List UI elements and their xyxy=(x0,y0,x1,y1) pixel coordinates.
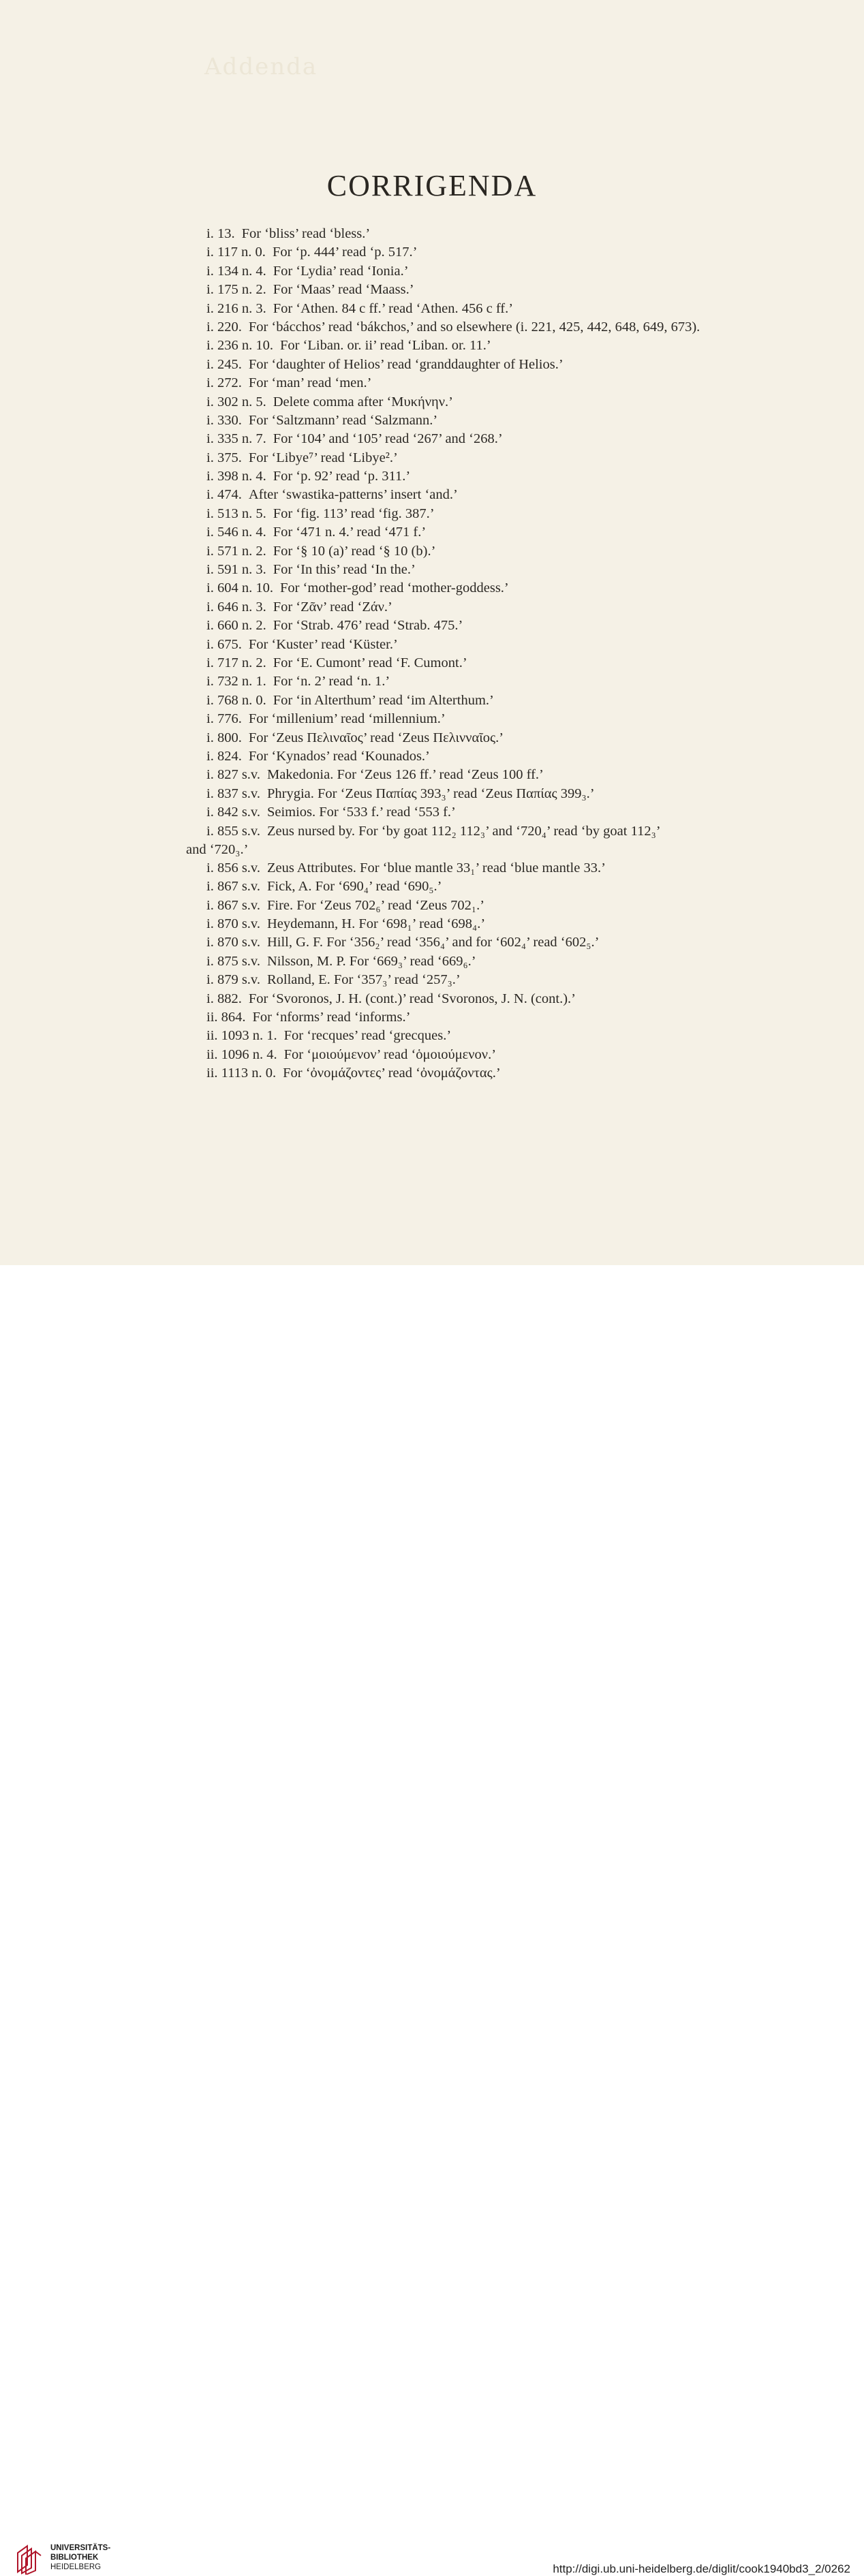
entry-correction: For ‘In this’ read ‘In the.’ xyxy=(273,562,416,578)
entry-reference: i. 870 s.v. xyxy=(206,935,260,950)
corrigendum-entry xyxy=(206,990,820,1008)
entry-reference: i. 236 n. 10. xyxy=(206,338,273,354)
library-name xyxy=(50,2543,110,2572)
corrigendum-entry xyxy=(186,822,820,859)
corrigendum-entry xyxy=(206,523,820,542)
corrigendum-entry xyxy=(206,1064,820,1083)
corrigendum-entry xyxy=(206,393,820,412)
entry-correction: For ‘fig. 113’ read ‘fig. 387.’ xyxy=(273,506,435,521)
entry-correction: For ‘Kuster’ read ‘Küster.’ xyxy=(248,636,398,652)
entry-reference: i. 474. xyxy=(206,487,242,503)
entry-correction: For ‘man’ read ‘men.’ xyxy=(248,375,372,391)
entry-correction: For ‘nforms’ read ‘informs.’ xyxy=(252,1010,411,1025)
entry-correction: Rolland, E. For ‘357₃’ read ‘257₃.’ xyxy=(266,972,461,988)
library-name-line: BIBLIOTHEK xyxy=(50,2554,99,2562)
entry-reference: i. 882. xyxy=(206,991,242,1006)
library-logo-icon xyxy=(15,2543,42,2575)
entry-correction: For ‘Maas’ read ‘Maass.’ xyxy=(273,282,414,298)
entry-reference: i. 842 s.v. xyxy=(206,805,260,820)
corrigendum-entry xyxy=(206,542,820,561)
entry-reference: i. 732 n. 1. xyxy=(206,674,266,689)
entry-reference: i. 800. xyxy=(206,730,242,745)
entry-correction: Zeus nursed by. For ‘by goat 112₂ 112₃’ and ‘720₄’ read ‘by goat 112₃’ xyxy=(266,823,661,839)
entry-reference: ii. 1093 n. 1. xyxy=(206,1028,277,1044)
corrigendum-entry xyxy=(206,505,820,523)
corrigendum-entry xyxy=(206,710,820,728)
corrigendum-entry xyxy=(206,486,820,504)
corrigendum-entry xyxy=(206,337,820,355)
entry-reference: i. 768 n. 0. xyxy=(206,692,266,708)
entry-reference: i. 870 s.v. xyxy=(206,916,260,932)
entry-reference: i. 220. xyxy=(206,319,242,335)
entry-reference: i. 216 n. 3. xyxy=(206,300,266,316)
entry-correction: Heydemann, H. For ‘698₁’ read ‘698₄.’ xyxy=(266,916,486,932)
entry-reference: i. 591 n. 3. xyxy=(206,562,266,578)
corrigendum-entry xyxy=(206,243,820,262)
corrigendum-entry xyxy=(206,672,820,691)
entry-reference: i. 13. xyxy=(206,226,235,241)
entry-correction: For ‘471 n. 4.’ read ‘471 f.’ xyxy=(273,525,427,540)
corrigendum-entry xyxy=(206,952,820,971)
entry-correction: Seimios. For ‘533 f.’ read ‘553 f.’ xyxy=(266,805,456,820)
source-url[interactable]: http://digi.ub.uni-heidelberg.de/diglit/cook1940bd3_2/0262 xyxy=(553,2562,850,2575)
entry-reference: ii. 1096 n. 4. xyxy=(206,1046,277,1062)
entry-correction: For ‘millenium’ read ‘millennium.’ xyxy=(248,711,446,727)
entry-correction: Hill, G. F. For ‘356₂’ read ‘356₄’ and for ‘602₄’ read ‘602₅.’ xyxy=(266,935,600,950)
entry-correction: For ‘Strab. 476’ read ‘Strab. 475.’ xyxy=(273,618,463,634)
entry-reference: ii. 864. xyxy=(206,1010,246,1025)
entry-correction: For ‘daughter of Helios’ read ‘granddaughter of Helios.’ xyxy=(248,356,564,372)
corrigendum-entry xyxy=(206,1008,820,1027)
entry-correction: For ‘Athen. 84 c ff.’ read ‘Athen. 456 c ff.’ xyxy=(273,300,514,316)
corrigendum-entry xyxy=(206,766,820,784)
entry-reference: i. 646 n. 3. xyxy=(206,599,266,615)
entry-reference: i. 824. xyxy=(206,748,242,764)
entry-correction: After ‘swastika-patterns’ insert ‘and.’ xyxy=(248,487,458,503)
entry-correction: Fick, A. For ‘690₄’ read ‘690₅.’ xyxy=(266,879,442,895)
entry-reference: i. 398 n. 4. xyxy=(206,469,266,484)
entry-correction: For ‘§ 10 (a)’ read ‘§ 10 (b).’ xyxy=(273,543,436,559)
entry-reference: i. 856 s.v. xyxy=(206,860,260,875)
entry-correction: For ‘in Alterthum’ read ‘im Alterthum.’ xyxy=(273,692,494,708)
corrigendum-entry xyxy=(206,878,820,896)
entry-reference: i. 375. xyxy=(206,450,242,465)
entry-correction: For ‘Lydia’ read ‘Ionia.’ xyxy=(273,263,409,279)
corrigendum-entry xyxy=(206,803,820,822)
entry-correction: For ‘Kynados’ read ‘Kounados.’ xyxy=(248,748,430,764)
entry-reference: ii. 1113 n. 0. xyxy=(206,1066,277,1081)
entry-reference: i. 717 n. 2. xyxy=(206,655,266,670)
entry-reference: i. 134 n. 4. xyxy=(206,263,266,279)
bleed-through-text: Addenda xyxy=(204,53,318,80)
entry-reference: i. 330. xyxy=(206,412,242,428)
corrigendum-entry xyxy=(206,356,820,374)
corrigendum-entry xyxy=(206,225,820,243)
entry-reference: i. 879 s.v. xyxy=(206,972,260,988)
corrigendum-entry xyxy=(206,561,820,579)
entry-reference: i. 837 s.v. xyxy=(206,786,260,801)
library-name-line: HEIDELBERG xyxy=(50,2563,102,2571)
corrigendum-entry xyxy=(206,579,820,598)
corrigendum-entry xyxy=(206,915,820,933)
entry-correction: Makedonia. For ‘Zeus 126 ff.’ read ‘Zeus 100 ff.’ xyxy=(266,767,544,783)
corrigendum-entry xyxy=(206,654,820,672)
corrigendum-entry xyxy=(206,262,820,281)
corrigendum-entry xyxy=(206,1027,820,1045)
entry-reference: i. 867 s.v. xyxy=(206,897,260,913)
corrigendum-entry xyxy=(206,300,820,318)
entry-reference: i. 675. xyxy=(206,636,242,652)
entry-reference: i. 272. xyxy=(206,375,242,391)
corrigendum-entry xyxy=(206,598,820,617)
entry-correction: For ‘E. Cumont’ read ‘F. Cumont.’ xyxy=(273,655,467,670)
corrigendum-entry xyxy=(206,430,820,448)
entry-reference: i. 604 n. 10. xyxy=(206,580,273,596)
entry-reference: i. 776. xyxy=(206,711,242,727)
entry-reference: i. 875 s.v. xyxy=(206,953,260,969)
corrigendum-entry xyxy=(206,897,820,915)
entry-correction: For ‘104’ and ‘105’ read ‘267’ and ‘268.’ xyxy=(273,431,503,447)
corrigendum-entry xyxy=(206,617,820,635)
entry-correction: Delete comma after ‘Μυκήνην.’ xyxy=(273,394,453,409)
footer-bar xyxy=(0,1265,864,2575)
corrigendum-entry xyxy=(206,318,820,337)
entry-correction: Zeus Attributes. For ‘blue mantle 33₁’ read ‘blue mantle 33.’ xyxy=(266,860,606,875)
corrigendum-entry xyxy=(206,859,820,878)
corrigendum-entry xyxy=(206,412,820,430)
entry-correction: For ‘μοιούμενον’ read ‘ὁμοιούμενον.’ xyxy=(283,1046,497,1062)
corrigendum-entry xyxy=(206,1046,820,1064)
entry-reference: i. 513 n. 5. xyxy=(206,506,266,521)
corrigendum-entry xyxy=(206,747,820,766)
corrigendum-entry xyxy=(206,281,820,299)
entry-reference: i. 571 n. 2. xyxy=(206,543,266,559)
entry-correction: For ‘p. 444’ read ‘p. 517.’ xyxy=(272,245,418,260)
entry-correction: Phrygia. For ‘Zeus Παπίας 393₃’ read ‘Zeus Παπίας 399₃.’ xyxy=(266,786,595,801)
entry-reference: i. 335 n. 7. xyxy=(206,431,266,447)
entry-reference: i. 855 s.v. xyxy=(206,823,260,839)
corrigendum-entry xyxy=(206,971,820,989)
corrigendum-entry xyxy=(206,692,820,710)
entry-correction: For ‘n. 2’ read ‘n. 1.’ xyxy=(273,674,390,689)
corrigendum-entry xyxy=(206,449,820,467)
entry-correction: For ‘p. 92’ read ‘p. 311.’ xyxy=(273,469,411,484)
page-title: CORRIGENDA xyxy=(326,169,538,202)
entry-correction: For ‘Zeus Πελιναῖος’ read ‘Zeus Πελινναῖος.’ xyxy=(248,730,504,745)
entry-reference: i. 546 n. 4. xyxy=(206,525,266,540)
corrigendum-entry xyxy=(206,785,820,803)
entry-correction: For ‘recques’ read ‘grecques.’ xyxy=(283,1028,452,1044)
library-name-line: UNIVERSITÄTS- xyxy=(50,2544,111,2552)
corrigendum-entry xyxy=(206,933,820,952)
corrigendum-entry xyxy=(206,467,820,486)
entry-reference: i. 827 s.v. xyxy=(206,767,260,783)
corrigendum-entry xyxy=(206,729,820,747)
entry-correction: For ‘bliss’ read ‘bless.’ xyxy=(241,226,371,241)
entry-reference: i. 867 s.v. xyxy=(206,879,260,895)
entry-correction: For ‘ὀνομάζοντες’ read ‘ὀνομάζοντας.’ xyxy=(283,1066,501,1081)
corrigendum-entry xyxy=(206,636,820,654)
entry-correction: For ‘Liban. or. ii’ read ‘Liban. or. 11.’ xyxy=(279,338,491,354)
entry-reference: i. 245. xyxy=(206,356,242,372)
entry-correction: For ‘bácchos’ read ‘bákchos,’ and so elsewhere (i. 221, 425, 442, 648, 649, 673). xyxy=(248,319,700,335)
entry-reference: i. 175 n. 2. xyxy=(206,282,266,298)
entry-correction: Fire. For ‘Zeus 702₆’ read ‘Zeus 702₁.’ xyxy=(266,897,485,913)
entry-correction: For ‘mother-god’ read ‘mother-goddess.’ xyxy=(279,580,509,596)
corrigenda-list xyxy=(186,225,820,1083)
entry-reference: i. 117 n. 0. xyxy=(206,245,266,260)
entry-correction: Nilsson, M. P. For ‘669₃’ read ‘669₆.’ xyxy=(266,953,476,969)
entry-reference: i. 302 n. 5. xyxy=(206,394,266,409)
entry-continuation: and ‘720₃.’ xyxy=(186,841,249,857)
entry-correction: For ‘Ζᾶν’ read ‘Ζάν.’ xyxy=(273,599,392,615)
entry-correction: For ‘Saltzmann’ read ‘Salzmann.’ xyxy=(248,412,438,428)
entry-reference: i. 660 n. 2. xyxy=(206,618,266,634)
corrigendum-entry xyxy=(206,374,820,392)
entry-correction: For ‘Svoronos, J. H. (cont.)’ read ‘Svoronos, J. N. (cont.).’ xyxy=(248,991,576,1006)
entry-correction: For ‘Libye⁷’ read ‘Libye².’ xyxy=(248,450,398,465)
